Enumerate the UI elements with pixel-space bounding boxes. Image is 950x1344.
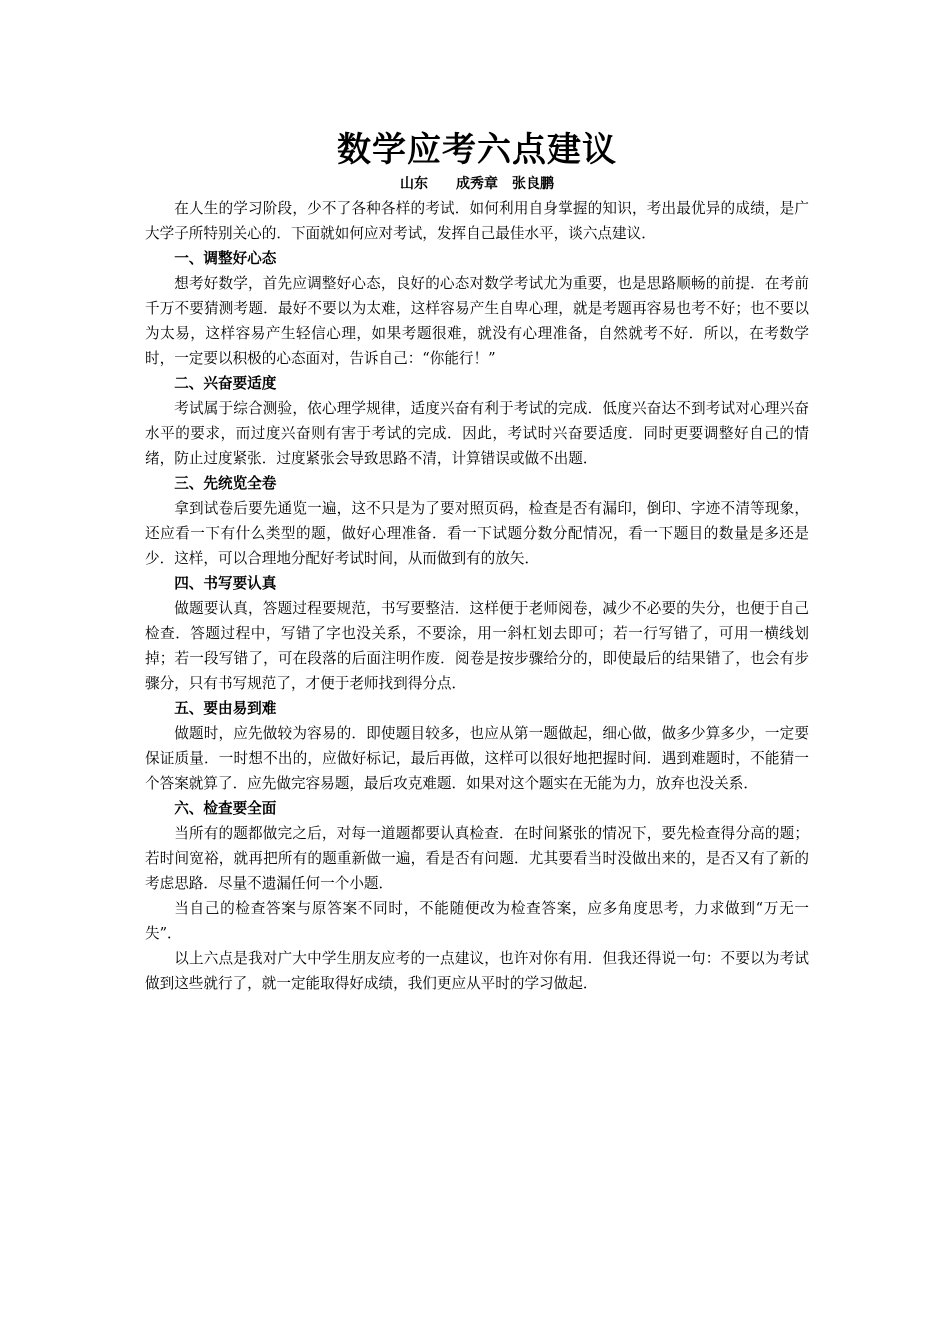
- section-2-paragraph: 考试属于综合测验，依心理学规律，适度兴奋有利于考试的完成．低度兴奋达不到考试对心理兴奋水平的要求，而过度兴奋则有害于考试的完成．因此，考试时兴奋要适度．同时更要调整好自己的情绪，防止过度紧张．过度紧张会导致思路不清，计算错误或做不出题．: [145, 400, 809, 467]
- author-line: 山东 成秀章 张良鹏: [400, 176, 554, 192]
- document-title: 数学应考六点建议: [337, 130, 617, 170]
- closing-paragraph: 以上六点是我对广大中学生朋友应考的一点建议，也许对你有用．但我还得说一句：不要以为考试做到这些就行了，就一定能取得好成绩，我们更应从平时的学习做起．: [145, 950, 809, 992]
- intro-paragraph: 在人生的学习阶段，少不了各种各样的考试．如何利用自身掌握的知识，考出最优异的成绩，是广大学子所特别关心的．下面就如何应对考试，发挥自己最佳水平，谈六点建议．: [145, 200, 809, 242]
- section-4-paragraph: 做题要认真，答题过程要规范，书写要整洁．这样便于老师阅卷，减少不必要的失分，也便于自己检查．答题过程中，写错了字也没关系，不要涂，用一斜杠划去即可；若一行写错了，可用一横线划掉；若一段写错了，可在段落的后面注明作废．阅卷是按步骤给分的，即使最后的结果错了，也会有步骤分，只有书写规范了，才便于老师找到得分点．: [145, 600, 809, 692]
- section-heading-6: 六、检查要全面: [174, 800, 277, 817]
- section-heading-2: 二、兴奋要适度: [174, 375, 277, 392]
- section-5-paragraph: 做题时，应先做较为容易的．即使题目较多，也应从第一题做起，细心做，做多少算多少，一定要保证质量．一时想不出的，应做好标记，最后再做，这样可以很好地把握时间．遇到难题时，不能猜一个答案就算了．应先做完容易题，最后攻克难题．如果对这个题实在无能为力，放弃也没关系．: [145, 725, 809, 792]
- section-heading-1: 一、调整好心态: [174, 250, 277, 267]
- section-heading-3: 三、先统览全卷: [174, 475, 277, 492]
- section-6-paragraph-1: 当所有的题都做完之后，对每一道题都要认真检查．在时间紧张的情况下，要先检查得分高的题；若时间宽裕，就再把所有的题重新做一遍，看是否有问题．尤其要看当时没做出来的，是否又有了新的考虑思路．尽量不遗漏任何一个小题．: [145, 825, 809, 892]
- section-6-paragraph-2: 当自己的检查答案与原答案不同时，不能随便改为检查答案，应多角度思考，力求做到“万无一失”．: [145, 900, 809, 942]
- section-heading-4: 四、书写要认真: [174, 575, 277, 592]
- section-1-paragraph: 想考好数学，首先应调整好心态，良好的心态对数学考试尤为重要，也是思路顺畅的前提．在考前千万不要猜测考题．最好不要以为太难，这样容易产生自卑心理，就是考题再容易也考不好；也不要以为太易，这样容易产生轻信心理，如果考题很难，就没有心理准备，自然就考不好．所以，在考数学时，一定要以积极的心态面对，告诉自己：“你能行！”: [145, 275, 809, 367]
- section-heading-5: 五、要由易到难: [174, 700, 277, 717]
- document-page: [145, 128, 809, 996]
- section-3-paragraph: 拿到试卷后要先通览一遍，这不只是为了要对照页码，检查是否有漏印，倒印、字迹不清等现象，还应看一下有什么类型的题，做好心理准备．看一下试题分数分配情况，看一下题目的数量是多还是少．这样，可以合理地分配好考试时间，从而做到有的放矢．: [145, 500, 809, 567]
